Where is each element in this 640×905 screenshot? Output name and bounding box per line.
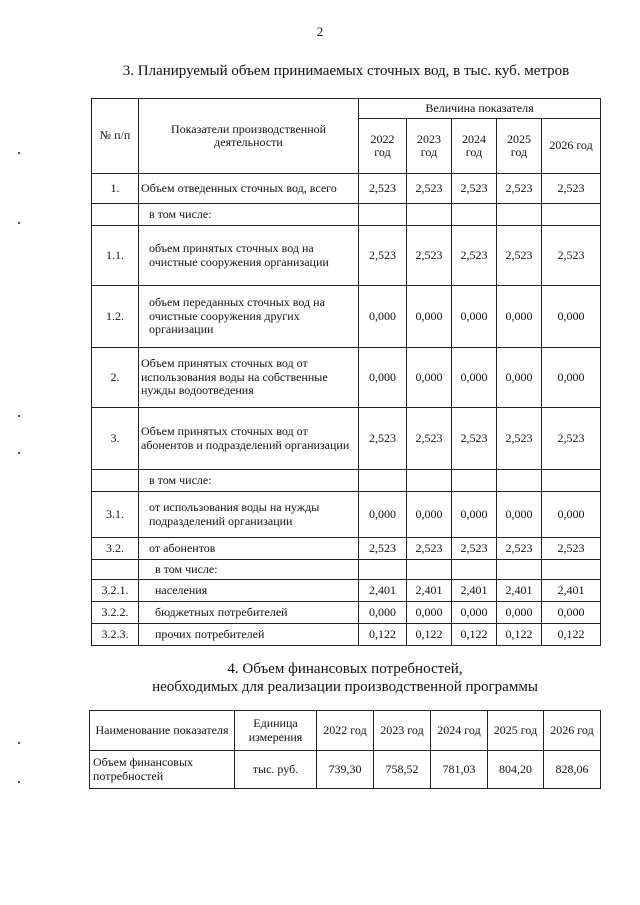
row-label: в том числе: [139, 560, 359, 580]
row-value: 0,000 [542, 286, 601, 348]
header-year: 2023 год [407, 119, 452, 174]
row-value: 2,523 [542, 226, 601, 286]
header-unit: Единица измерения [235, 711, 317, 751]
row-label: Объем принятых сточных вод от использования воды на собственные нужды водоотведения [139, 348, 359, 408]
row-label: населения [139, 580, 359, 602]
row-value: 0,000 [359, 602, 407, 624]
row-value [407, 204, 452, 226]
header-year: 2022 год [317, 711, 374, 751]
table-row [92, 624, 601, 646]
row-value: 2,523 [407, 538, 452, 560]
row-number: 2. [92, 348, 139, 408]
row-value [407, 470, 452, 492]
row-number: 3. [92, 408, 139, 470]
row-value: 0,000 [542, 602, 601, 624]
row-value [542, 204, 601, 226]
table-row [92, 204, 601, 226]
header-year: 2025 год [497, 119, 542, 174]
row-label: объем принятых сточных вод на очистные сооружения организации [139, 226, 359, 286]
header-year: 2026 год [542, 119, 601, 174]
row-value: 781,03 [431, 751, 488, 789]
row-value: 0,000 [542, 492, 601, 538]
row-number: 1.1. [92, 226, 139, 286]
row-value: 0,000 [497, 602, 542, 624]
row-number [92, 470, 139, 492]
row-value: 2,401 [407, 580, 452, 602]
row-value: 2,523 [359, 226, 407, 286]
table-row [92, 408, 601, 470]
row-value: 2,523 [452, 226, 497, 286]
row-value: 2,401 [542, 580, 601, 602]
row-value [359, 560, 407, 580]
row-number: 3.1. [92, 492, 139, 538]
row-number [92, 560, 139, 580]
row-value: 0,000 [407, 348, 452, 408]
table-row [92, 286, 601, 348]
row-value: 0,122 [542, 624, 601, 646]
row-value: 739,30 [317, 751, 374, 789]
row-value: 2,523 [497, 226, 542, 286]
header-row [92, 99, 601, 119]
row-value: 2,523 [452, 408, 497, 470]
scan-mark [18, 781, 20, 783]
table-row [92, 602, 601, 624]
row-value: 0,000 [407, 602, 452, 624]
row-label: Объем принятых сточных вод от абонентов и подразделений организации [139, 408, 359, 470]
row-value: 0,000 [359, 348, 407, 408]
scan-mark [18, 415, 20, 417]
row-label: бюджетных потребителей [139, 602, 359, 624]
row-value: 0,122 [407, 624, 452, 646]
row-value: 2,523 [359, 174, 407, 204]
row-value: 2,523 [452, 174, 497, 204]
row-value [542, 560, 601, 580]
scan-mark [18, 152, 20, 154]
table-row [92, 470, 601, 492]
row-value: 2,523 [407, 226, 452, 286]
row-value [452, 470, 497, 492]
header-year: 2023 год [374, 711, 431, 751]
row-value: 828,06 [544, 751, 601, 789]
table-row [92, 226, 601, 286]
row-number: 3.2. [92, 538, 139, 560]
row-number: 3.2.2. [92, 602, 139, 624]
row-value: 2,401 [359, 580, 407, 602]
financial-needs-table [89, 710, 601, 789]
row-value: 0,000 [359, 286, 407, 348]
row-value: 0,122 [497, 624, 542, 646]
row-value: 0,000 [359, 492, 407, 538]
row-unit: тыс. руб. [235, 751, 317, 789]
row-value [497, 470, 542, 492]
row-value [407, 560, 452, 580]
row-value: 2,523 [407, 408, 452, 470]
row-value: 0,000 [452, 286, 497, 348]
page-number: 2 [316, 24, 324, 39]
row-label: в том числе: [139, 204, 359, 226]
row-number: 3.2.1. [92, 580, 139, 602]
row-label: в том числе: [139, 470, 359, 492]
row-number: 1. [92, 174, 139, 204]
table-row [92, 348, 601, 408]
row-value [497, 560, 542, 580]
row-value: 2,523 [407, 174, 452, 204]
row-value: 2,523 [452, 538, 497, 560]
row-value: 2,523 [542, 538, 601, 560]
wastewater-volume-table [91, 98, 601, 646]
row-number: 1.2. [92, 286, 139, 348]
row-value: 2,523 [497, 538, 542, 560]
row-value [497, 204, 542, 226]
header-name: Наименование показателя [90, 711, 235, 751]
row-value [542, 470, 601, 492]
row-value: 2,401 [452, 580, 497, 602]
table-row [92, 580, 601, 602]
row-value [359, 470, 407, 492]
row-value: 0,000 [407, 492, 452, 538]
table-row [92, 492, 601, 538]
header-row [90, 711, 601, 751]
row-value: 2,523 [542, 408, 601, 470]
header-no: № п/п [92, 99, 139, 174]
row-value [452, 204, 497, 226]
header-value-group: Величина показателя [359, 99, 601, 119]
section-4-title-line2: необходимых для реализации производственной программы [152, 679, 538, 695]
row-value: 0,000 [542, 348, 601, 408]
row-label: Объем отведенных сточных вод, всего [139, 174, 359, 204]
scan-mark [18, 222, 20, 224]
section-4-title [90, 660, 600, 696]
header-indicators: Показатели производственной деятельности [139, 99, 359, 174]
header-year: 2025 год [488, 711, 544, 751]
table-row [92, 560, 601, 580]
table-row [90, 751, 601, 789]
row-value: 2,401 [497, 580, 542, 602]
scan-mark [18, 742, 20, 744]
row-label: от использования воды на нужды подразделений организации [139, 492, 359, 538]
header-year: 2024 год [431, 711, 488, 751]
row-value: 0,000 [452, 492, 497, 538]
table-row [92, 538, 601, 560]
row-value: 2,523 [359, 408, 407, 470]
row-value [359, 204, 407, 226]
row-number [92, 204, 139, 226]
row-value: 2,523 [497, 174, 542, 204]
row-label: объем переданных сточных вод на очистные сооружения других организации [139, 286, 359, 348]
header-year: 2026 год [544, 711, 601, 751]
row-value: 0,000 [497, 492, 542, 538]
row-value: 0,000 [497, 286, 542, 348]
row-label: от абонентов [139, 538, 359, 560]
scan-mark [18, 452, 20, 454]
row-value: 2,523 [497, 408, 542, 470]
header-year: 2024 год [452, 119, 497, 174]
row-value: 0,000 [497, 348, 542, 408]
row-value: 0,000 [407, 286, 452, 348]
row-value: 2,523 [359, 538, 407, 560]
section-3-title: 3. Планируемый объем принимаемых сточных вод, в тыс. куб. метров [122, 63, 570, 79]
row-value: 758,52 [374, 751, 431, 789]
row-number: 3.2.3. [92, 624, 139, 646]
row-value [452, 560, 497, 580]
row-value: 0,122 [452, 624, 497, 646]
section-4-title-line1: 4. Объем финансовых потребностей, [227, 661, 463, 677]
row-value: 804,20 [488, 751, 544, 789]
row-label: прочих потребителей [139, 624, 359, 646]
row-value: 0,122 [359, 624, 407, 646]
row-value: 0,000 [452, 348, 497, 408]
header-year: 2022 год [359, 119, 407, 174]
row-value: 2,523 [542, 174, 601, 204]
row-name: Объем финансовых потребностей [90, 751, 235, 789]
table-row [92, 174, 601, 204]
row-value: 0,000 [452, 602, 497, 624]
